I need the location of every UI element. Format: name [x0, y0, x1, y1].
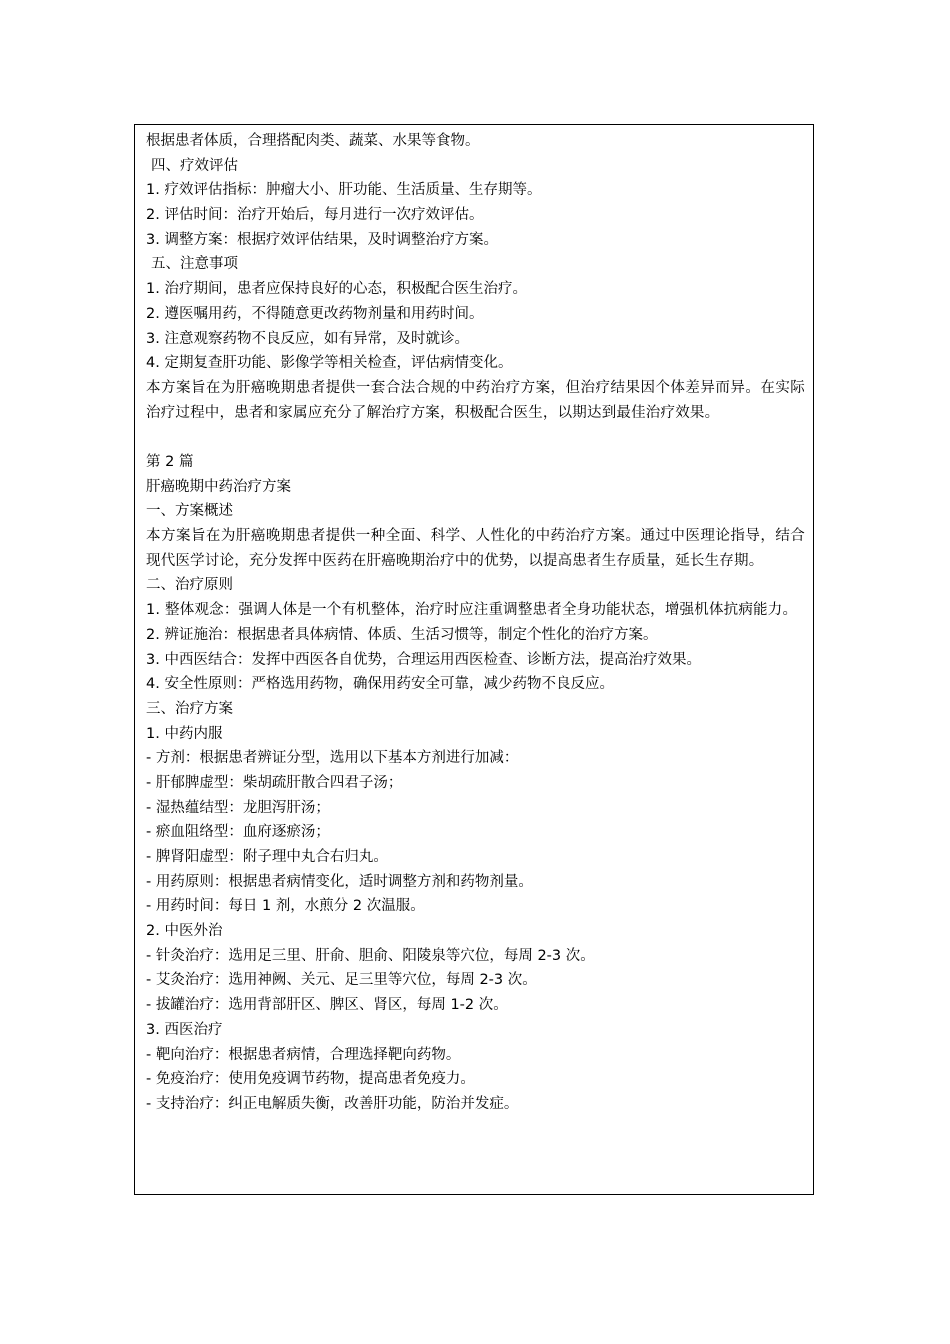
subsection-title: 3. 西医治疗	[146, 1021, 223, 1038]
spacer	[146, 425, 805, 450]
list-item: 4. 定期复查肝功能、影像学等相关检查，评估病情变化。	[146, 355, 513, 372]
list-item: 2. 遵医嘱用药，不得随意更改药物剂量和用药时间。	[146, 305, 484, 322]
list-item: 1. 疗效评估指标：肿瘤大小、肝功能、生活质量、生存期等。	[146, 182, 542, 199]
article-title: 肝癌晚期中药治疗方案	[146, 478, 291, 495]
list-item: - 湿热蕴结型：龙胆泻肝汤；	[146, 799, 330, 816]
document-frame	[134, 124, 814, 1195]
overview-paragraph: 本方案旨在为肝癌晚期患者提供一种全面、科学、人性化的中药治疗方案。通过中医理论指导，结合现代医学讨论，充分发挥中医药在肝癌晚期治疗中的优势，以提高患者生存质量，延长生存期。	[146, 528, 805, 569]
list-item: - 方剂：根据患者辨证分型，选用以下基本方剂进行加减：	[146, 750, 519, 767]
list-item: - 针灸治疗：选用足三里、肝俞、胆俞、阳陵泉等穴位，每周 2-3 次。	[146, 947, 595, 964]
list-item: - 脾肾阳虚型：附子理中丸合右归丸。	[146, 849, 388, 866]
subsection-title: 1. 中药内服	[146, 725, 223, 742]
list-item: 1. 治疗期间，患者应保持良好的心态，积极配合医生治疗。	[146, 281, 527, 298]
list-item: - 艾灸治疗：选用神阙、关元、足三里等穴位，每周 2-3 次。	[146, 972, 537, 989]
list-item: 3. 注意观察药物不良反应，如有异常，及时就诊。	[146, 330, 469, 347]
article-number: 第 2 篇	[146, 453, 194, 470]
list-item: - 免疫治疗：使用免疫调节药物，提高患者免疫力。	[146, 1071, 475, 1088]
list-item: 2. 评估时间：治疗开始后，每月进行一次疗效评估。	[146, 207, 484, 224]
list-item: - 靶向治疗：根据患者病情，合理选择靶向药物。	[146, 1046, 461, 1063]
section-5-title: 五、注意事项	[151, 256, 238, 273]
list-item: 2. 辨证施治：根据患者具体病情、体质、生活习惯等，制定个性化的治疗方案。	[146, 626, 658, 643]
list-item: - 肝郁脾虚型：柴胡疏肝散合四君子汤；	[146, 774, 403, 791]
list-item: 1. 整体观念：强调人体是一个有机整体，治疗时应注重调整患者全身功能状态，增强机体抗病能力。	[146, 602, 798, 619]
list-item: - 瘀血阻络型：血府逐瘀汤；	[146, 824, 330, 841]
section-4-title: 四、疗效评估	[151, 157, 238, 174]
section-2-title: 二、治疗原则	[146, 577, 233, 594]
section-1-title: 一、方案概述	[146, 503, 233, 520]
list-item: 3. 调整方案：根据疗效评估结果，及时调整治疗方案。	[146, 231, 498, 248]
list-item: - 用药原则：根据患者病情变化，适时调整方剂和药物剂量。	[146, 873, 533, 890]
list-item: - 用药时间：每日 1 剂，水煎分 2 次温服。	[146, 898, 425, 915]
section-3-title: 三、治疗方案	[146, 700, 233, 717]
subsection-title: 2. 中医外治	[146, 923, 223, 940]
diet-line: 根据患者体质，合理搭配肉类、蔬菜、水果等食物。	[146, 133, 480, 149]
list-item: - 支持治疗：纠正电解质失衡，改善肝功能，防治并发症。	[146, 1095, 519, 1112]
list-item: 3. 中西医结合：发挥中西医各自优势，合理运用西医检查、诊断方法，提高治疗效果。	[146, 651, 701, 668]
list-item: 4. 安全性原则：严格选用药物，确保用药安全可靠，减少药物不良反应。	[146, 676, 614, 693]
list-item: - 拔罐治疗：选用背部肝区、脾区、肾区，每周 1-2 次。	[146, 997, 508, 1014]
closing-paragraph: 本方案旨在为肝癌晚期患者提供一套合法合规的中药治疗方案，但治疗结果因个体差异而异。在实际治疗过程中，患者和家属应充分了解治疗方案，积极配合医生，以期达到最佳治疗效果。	[146, 379, 805, 421]
